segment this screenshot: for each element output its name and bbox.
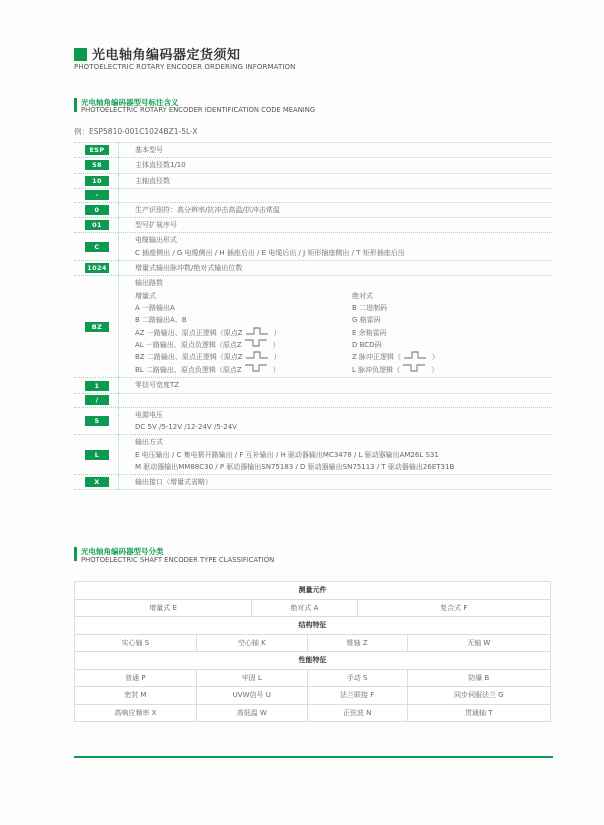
code-badge: BZ xyxy=(85,322,109,332)
code-row xyxy=(74,276,552,378)
absolute-column xyxy=(352,290,439,377)
code-row xyxy=(74,142,552,158)
bottom-divider xyxy=(74,756,553,758)
section2-title: 光电轴角编码器型号分类 xyxy=(81,547,164,556)
page-title: 光电轴角编码器定货须知 xyxy=(92,48,241,63)
code-label-cell xyxy=(74,475,119,489)
code-row xyxy=(74,233,552,261)
code-row xyxy=(74,378,552,393)
code-badge: 10 xyxy=(85,176,109,186)
code-label-cell xyxy=(74,435,119,474)
option-line: E 余格雷码 xyxy=(352,328,387,337)
section1-subtitle: PHOTOELECTRIC ROTARY ENCODER IDENTIFICATION CODE MEANING xyxy=(81,106,316,114)
negative-pulse-icon xyxy=(245,364,267,376)
page-subtitle: PHOTOELECTRIC ROTARY ENCODER ORDERING INFORMATION xyxy=(74,63,296,71)
code-description xyxy=(119,435,454,474)
code-badge: ESP xyxy=(85,145,109,155)
positive-pulse-icon xyxy=(404,351,426,363)
option-line: BL 二路输出、原点负逻辑（原点Z ） xyxy=(135,364,352,376)
description-line: 电源电压 xyxy=(135,410,163,419)
option-line: D BCD码 xyxy=(352,340,382,349)
code-label-cell xyxy=(74,189,119,202)
code-label-cell xyxy=(74,218,119,232)
description-line: 基本型号 xyxy=(135,146,163,154)
code-description xyxy=(119,408,237,435)
option-line: 绝对式 xyxy=(352,291,373,300)
code-badge: / xyxy=(85,395,109,405)
description-line: 增量式输出脉冲数/绝对式输出位数 xyxy=(135,264,243,273)
structure-heading: 结构特征 xyxy=(75,617,551,635)
code-row xyxy=(74,394,552,408)
option-line: Z 脉冲正逻辑（ ） xyxy=(352,351,439,363)
option-line: G 格雷码 xyxy=(352,316,381,325)
measure-cell: 增量式 E xyxy=(75,599,252,617)
incremental-column xyxy=(135,290,352,377)
section-bar-icon xyxy=(74,547,77,561)
code-row xyxy=(74,203,552,218)
description-line: 主轴直径数 xyxy=(135,176,170,185)
code-label-cell xyxy=(74,203,119,217)
code-description xyxy=(119,394,135,407)
code-description xyxy=(119,189,135,202)
option-line: AL 一路输出、原点负逻辑（原点Z ） xyxy=(135,339,352,351)
example-code: 例：ESP5810-001C1024BZ1-5L-X xyxy=(74,127,198,136)
code-badge: C xyxy=(85,242,109,252)
code-description xyxy=(119,475,212,489)
description-line: M 驱动器输出MM88C30 / P 驱动器输出SN75183 / D 驱动器输出SN75113 / T 驱动器输出26ET31B xyxy=(135,462,455,471)
description-line: 主体直径数1/10 xyxy=(135,161,186,170)
performance-cell: 普通 P xyxy=(75,669,197,687)
option-line: B 二路输出A、B xyxy=(135,316,187,325)
code-row xyxy=(74,158,552,173)
title-square-icon xyxy=(74,48,87,61)
code-row xyxy=(74,189,552,203)
code-description xyxy=(119,218,177,232)
performance-cell: 高低温 W xyxy=(196,704,307,722)
code-badge: - xyxy=(85,190,109,200)
code-row xyxy=(74,218,552,233)
code-label-cell xyxy=(74,143,119,157)
code-row xyxy=(74,475,552,490)
code-badge: 5 xyxy=(85,416,109,426)
performance-cell: 牢固 L xyxy=(196,669,307,687)
code-badge: 1 xyxy=(85,381,109,391)
code-description xyxy=(119,203,280,217)
code-badge: L xyxy=(85,450,109,460)
performance-cell: 正弦波 N xyxy=(307,704,407,722)
description-line: 零信号宽度TZ xyxy=(135,381,180,390)
section1-title: 光电轴角编码器型号标注含义 xyxy=(81,98,179,107)
measure-cell: 绝对式 A xyxy=(252,599,357,617)
description-line: 生产识别符：高分辨率/抗冲击高温/抗冲击常温 xyxy=(135,205,280,214)
performance-cell: 手动 S xyxy=(307,669,407,687)
option-line: L 脉冲负逻辑（ ） xyxy=(352,364,439,376)
code-badge: 58 xyxy=(85,160,109,170)
measure-heading: 测量元件 xyxy=(75,582,551,600)
performance-cell: 防爆 B xyxy=(407,669,550,687)
option-line: A 一路输出A xyxy=(135,303,175,312)
option-line: 增量式 xyxy=(135,291,156,300)
code-label-cell xyxy=(74,261,119,275)
negative-pulse-icon xyxy=(245,339,267,351)
performance-cell: 同步伺服法兰 G xyxy=(407,687,550,705)
description-line: DC 5V /5-12V /12-24V /5-24V xyxy=(135,422,237,431)
performance-cell: 贯通轴 T xyxy=(407,704,550,722)
performance-heading: 性能特征 xyxy=(75,652,551,670)
description-line: E 电压输出 / C 集电极开路输出 / F 互补输出 / H 驱动器输出MC3478 / L 驱动器输出AM26L S31 xyxy=(135,450,439,459)
positive-pulse-icon xyxy=(246,351,268,363)
option-line: AZ 一路输出、原点正逻辑（原点Z ） xyxy=(135,327,352,339)
measure-cell: 复合式 F xyxy=(357,599,550,617)
code-description xyxy=(119,158,186,172)
code-badge: 01 xyxy=(85,220,109,230)
structure-cell: 空心轴 K xyxy=(196,634,307,652)
description-line: 型号扩展序号 xyxy=(135,221,177,230)
code-row xyxy=(74,408,552,436)
performance-cell: 法兰联接 F xyxy=(307,687,407,705)
code-description xyxy=(119,143,163,157)
description-line: 输出接口（增量式省略） xyxy=(135,478,212,487)
description-line: 输出方式 xyxy=(135,438,163,447)
code-description xyxy=(119,276,439,377)
code-description xyxy=(119,233,405,260)
description-line: C 插座侧出 / G 电缆侧出 / H 插座后出 / E 电缆后出 / J 矩形插座侧出 / T 矩形插座后出 xyxy=(135,248,405,257)
code-badge: 0 xyxy=(85,205,109,215)
code-description xyxy=(119,378,179,392)
option-line: BZ 二路输出、原点正逻辑（原点Z ） xyxy=(135,351,352,363)
code-description xyxy=(119,261,242,275)
code-label-cell xyxy=(74,276,119,377)
performance-cell: UVW信号 U xyxy=(196,687,307,705)
classification-table xyxy=(74,581,551,722)
section-bar-icon xyxy=(74,98,77,112)
section2-subtitle: PHOTOELECTRIC SHAFT ENCODER TYPE CLASSIFICATION xyxy=(81,556,275,564)
structure-cell: 实心轴 S xyxy=(75,634,197,652)
positive-pulse-icon xyxy=(246,327,268,339)
code-label-cell xyxy=(74,394,119,407)
description-line: 电缆输出形式 xyxy=(135,236,177,245)
code-label-cell xyxy=(74,408,119,435)
code-row xyxy=(74,174,552,189)
output-channels-heading: 输出路数 xyxy=(135,279,163,288)
code-row xyxy=(74,435,552,475)
performance-cell: 高响应频率 X xyxy=(75,704,197,722)
code-label-cell xyxy=(74,378,119,392)
structure-cell: 无轴 W xyxy=(407,634,550,652)
performance-cell: 密封 M xyxy=(75,687,197,705)
code-meaning-table xyxy=(74,142,552,490)
code-label-cell xyxy=(74,174,119,188)
code-badge: X xyxy=(85,477,109,487)
negative-pulse-icon xyxy=(403,364,425,376)
structure-cell: 锥轴 Z xyxy=(307,634,407,652)
code-label-cell xyxy=(74,158,119,172)
code-description xyxy=(119,174,170,188)
code-row xyxy=(74,261,552,276)
option-line: B 二进制码 xyxy=(352,303,388,312)
code-badge: 1024 xyxy=(85,263,109,273)
code-label-cell xyxy=(74,233,119,260)
